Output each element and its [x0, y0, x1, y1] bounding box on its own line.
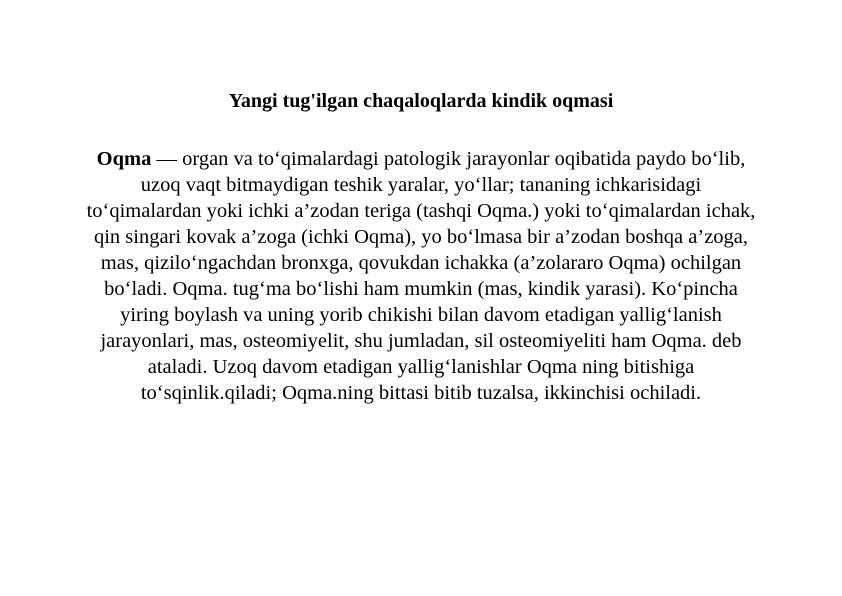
defined-term: Oqma [96, 148, 152, 170]
document-paragraph [86, 146, 756, 406]
document-title: Yangi tug'ilgan chaqaloqlarda kindik oqmasi [228, 90, 614, 112]
definition-text: — organ va to‘qimalardagi patologik jarayonlar oqibatida paydo bo‘lib, uzoq vaqt bitmaydigan teshik yaralar, yo‘llar; tananing ichkarisidagi to‘qimalardan yoki ichki a’zodan teriga (tashqi Oqma.) yoki to‘qimalardan ichak, qin singari kovak a’zoga (ichki Oqma), yo bo‘lmasa bir a’zodan boshqa a’zoga, mas, qizilo‘ngachdan bronxga, qovukdan ichakka (a’zolararo Oqma) ochilgan bo‘ladi. Oqma. tug‘ma bo‘lishi ham mumkin (mas, kindik yarasi). Ko‘pincha yiring boylash va uning yorib chikishi bilan davom etadigan yallig‘lanish jarayonlari, mas, osteomiyelit, shu jumladan, sil osteomiyeliti ham Oqma. deb ataladi. Uzoq davom etadigan yallig‘lanishlar Oqma ning bitishiga to‘sqinlik.qiladi; Oqma.ning bittasi bitib tuzalsa, ikkinchisi ochiladi. [86, 148, 756, 404]
